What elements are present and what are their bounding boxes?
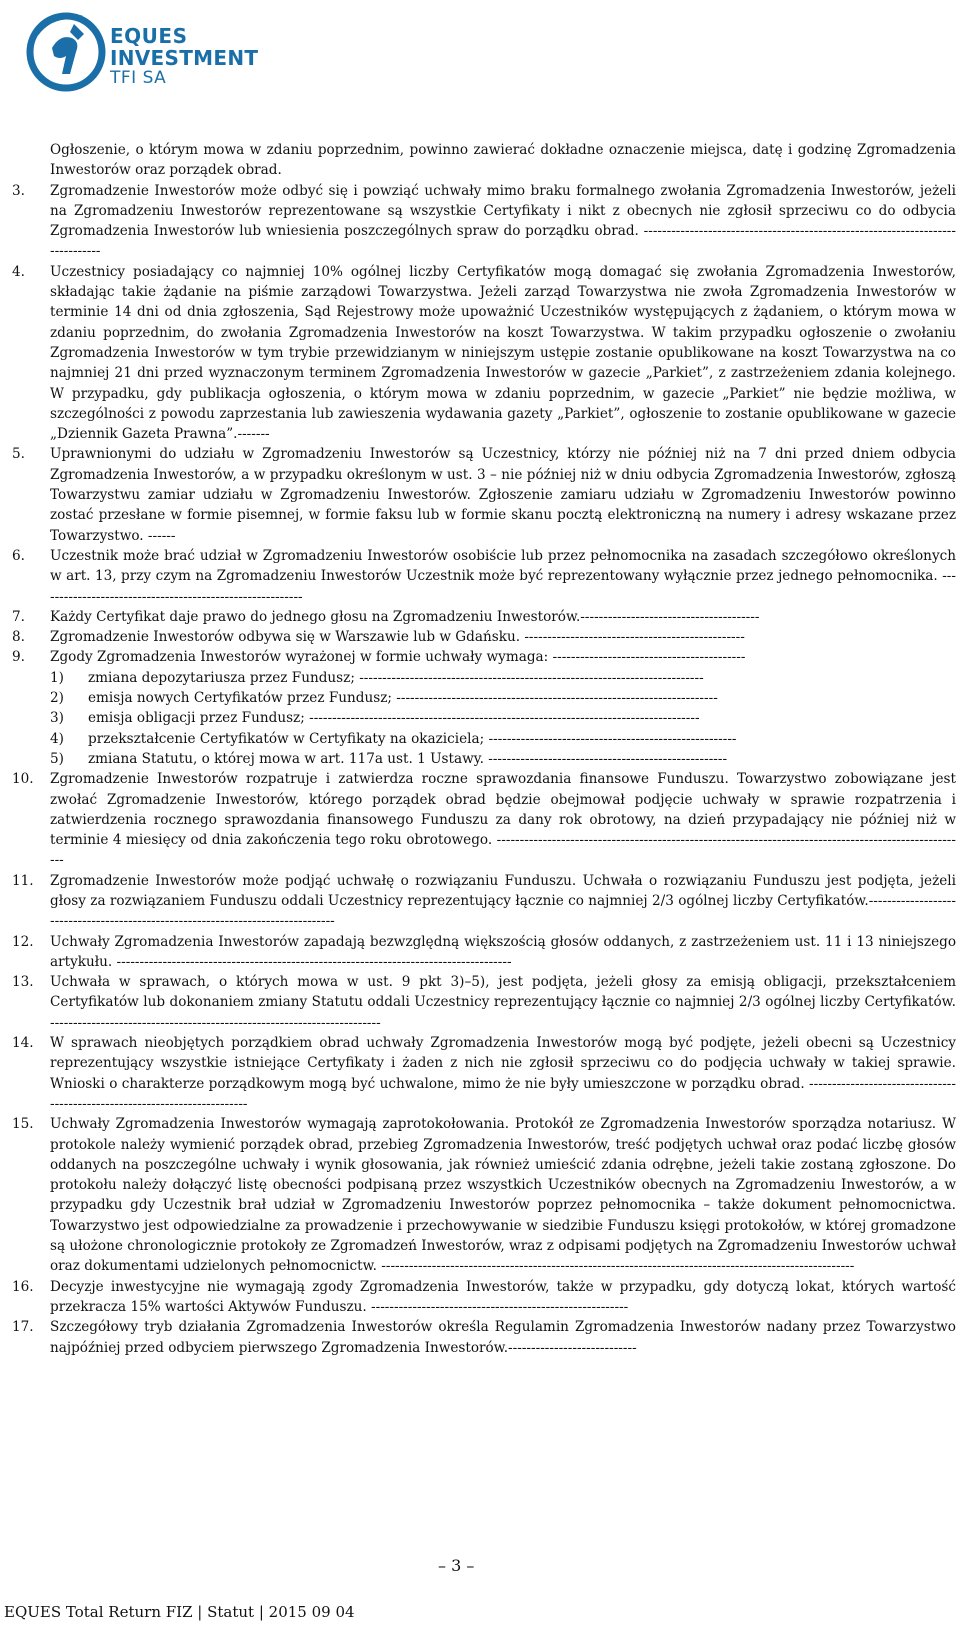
item-text: Zgromadzenie Inwestorów rozpatruje i zatwierdza roczne sprawozdania finansowe Funduszu. Towarzystwo zobowiązane jest zwołać Zgromadzenie Inwestorów, którego porządek obrad będzie obejmował podjęcie uchwały w sprawie rozpatrzenia i zatwierdzenia rocznego sprawozdania finansowego Funduszu za dany rok obrotowy, na dzień przypadający nie później niż w terminie 4 miesięcy od dnia zakończenia tego roku obrotowego. ------------------------------------------------------------------------------------------------------- <box>50 771 956 869</box>
item-text: Każdy Certyfikat daje prawo do jednego głosu na Zgromadzeniu Inwestorów.--------------------------------------- <box>50 608 760 625</box>
logo-line-1: EQUES <box>110 24 188 48</box>
item-number: 12. <box>12 933 34 950</box>
list-item <box>12 871 956 932</box>
item-number: 14. <box>12 1035 34 1052</box>
item-text: Zgody Zgromadzenia Inwestorów wyrażonej w formie uchwały wymaga: ------------------------------------------ <box>50 649 746 666</box>
item-text: Zgromadzenie Inwestorów może odbyć się i powziąć uchwały mimo braku formalnego zwołania Zgromadzenia Inwestorów, jeżeli na Zgromadzeniu Inwestorów reprezentowane są wszystkie Certyfikaty i nikt z obecnych nie zgłosił sprzeciwu co do odbycia Zgromadzenia Inwestorów lub wniesienia poszczególnych spraw do porządku obrad. ------------------------------------------------------------------------------- <box>50 182 956 260</box>
sub-item-number: 2) <box>50 690 64 707</box>
page-footer: EQUES Total Return FIZ | Statut | 2015 09 04 <box>4 1603 355 1621</box>
sub-item-number: 5) <box>50 750 64 767</box>
list-item <box>12 1114 956 1276</box>
list-item <box>12 647 956 667</box>
item-text: Zgromadzenie Inwestorów odbywa się w Warszawie lub w Gdańsku. ------------------------------------------------ <box>50 629 745 646</box>
sub-list-item <box>12 749 956 769</box>
item-text: Uczestnicy posiadający co najmniej 10% ogólnej liczby Certyfikatów mogą domagać się zwołania Zgromadzenia Inwestorów, składając takie żądanie na piśmie zarządowi Towarzystwa. Jeżeli zarząd Towarzystwa nie zwoła Zgromadzenia Inwestorów w terminie 14 dni od dnia zgłoszenia, Sąd Rejestrowy może upoważnić Uczestników występujących z żądaniem, o którym mowa w zdaniu poprzednim, do zwołania Zgromadzenia Inwestorów na koszt Towarzystwa. W takim przypadku ogłoszenie o zwołaniu Zgromadzenia Inwestorów w tym trybie przewidzianym w niniejszym ustępie zostanie opublikowane na koszt Towarzystwa na co najmniej 21 dni przed wyznaczonym terminem Zgromadzenia Inwestorów w gazecie „Parkiet”, z zastrzeżeniem zdania kolejnego. W przypadku, gdy publikacja ogłoszenia, o którym mowa w zdaniu poprzednim, w gazecie „Parkiet” nie będzie możliwa, w szczególności z powodu zaprzestania lub zawieszenia wydawania gazety „Parkiet”, ogłoszenie to zostanie opublikowane w gazecie „Dziennik Gazeta Prawna”.------- <box>50 263 956 443</box>
list-item <box>12 607 956 627</box>
list-item <box>12 444 956 545</box>
sub-list-item <box>12 708 956 728</box>
item-text: Decyzje inwestycyjne nie wymagają zgody Zgromadzenia Inwestorów, także w przypadku, gdy dotyczą lokat, których wartość przekracza 15% wartości Aktywów Funduszu. -------------------------------------------------------- <box>50 1278 956 1315</box>
sub-item-text: zmiana Statutu, o której mowa w art. 117a ust. 1 Ustawy. ---------------------------------------------------- <box>88 750 728 767</box>
sub-item-text: zmiana depozytariusza przez Fundusz; --------------------------------------------------------------------------- <box>88 669 704 686</box>
list-item <box>12 181 956 262</box>
item-number: 7. <box>12 608 25 625</box>
sub-list-item <box>12 729 956 749</box>
list-item <box>12 932 956 973</box>
item-number: 6. <box>12 547 25 564</box>
item-number: 3. <box>12 182 25 199</box>
list-item <box>12 972 956 1033</box>
page-number: – 3 – <box>438 1556 475 1575</box>
item-number: 13. <box>12 974 34 991</box>
sub-list-item <box>12 668 956 688</box>
item-number: 4. <box>12 263 25 280</box>
intro-text: Ogłoszenie, o którym mowa w zdaniu poprzednim, powinno zawierać dokładne oznaczenie miejsca, datę i godzinę Zgromadzenia Inwestorów oraz porządek obrad. <box>50 142 956 179</box>
item-number: 8. <box>12 629 25 646</box>
list-item <box>12 627 956 647</box>
item-number: 9. <box>12 649 25 666</box>
item-number: 5. <box>12 446 25 463</box>
sub-item-text: emisja obligacji przez Fundusz; ------------------------------------------------------------------------------------- <box>88 710 700 727</box>
item-text: Uczestnik może brać udział w Zgromadzeniu Inwestorów osobiście lub przez pełnomocnika na zasadach szczegółowo określonych w art. 13, przy czym na Zgromadzeniu Inwestorów Uczestnik może być reprezentowany wyłącznie przez jednego pełnomocnika. ---------------------------------------------------------- <box>50 547 956 605</box>
list-item <box>12 1317 956 1358</box>
item-number: 10. <box>12 771 34 788</box>
logo-line-2: INVESTMENT <box>110 46 259 70</box>
item-number: 17. <box>12 1319 34 1336</box>
logo-line-3: TFI SA <box>110 68 167 88</box>
item-text: Uchwały Zgromadzenia Inwestorów wymagają zaprotokołowania. Protokół ze Zgromadzenia Inwestorów sporządza notariusz. W protokole należy wymienić porządek obrad, przebieg Zgromadzenia Inwestorów, treść podjętych uchwał oraz podać liczbę głosów oddanych na poszczególne uchwały i wynik głosowania, jak również umieścić zdania odrębne, jeżeli takie zostaną zgłoszone. Do protokołu należy dołączyć listę obecności podpisaną przez wszystkich Uczestników obecnych na Zgromadzeniu Inwestorów, a w przypadku gdy Uczestnik brał udział w Zgromadzeniu Inwestorów poprzez pełnomocnika – także dokument pełnomocnictwa. Towarzystwo jest odpowiedzialne za prowadzenie i przechowywanie w siedzibie Funduszu księgi protokołów, w której gromadzone są ułożone chronologicznie protokoły ze Zgromadzeń Inwestorów, wraz z odpisami podjętych na Zgromadzeniu Inwestorów uchwał oraz dokumentami udzielonych pełnomocnictw. ------------------------------------------------------------------------------------------------------- <box>50 1116 956 1275</box>
item-number: 11. <box>12 872 34 889</box>
list-item <box>12 769 956 870</box>
sub-item-number: 1) <box>50 669 64 686</box>
sub-item-text: emisja nowych Certyfikatów przez Fundusz; ---------------------------------------------------------------------- <box>88 690 718 707</box>
list-item <box>12 546 956 607</box>
item-text: Zgromadzenie Inwestorów może podjąć uchwałę o rozwiązaniu Funduszu. Uchwała o rozwiązaniu Funduszu jest podjęta, jeżeli głosy za rozwiązaniem Funduszu oddali Uczestnicy reprezentujący łącznie co najmniej 2/3 ogólnej liczby Certyfikatów.--------------------------------------------------------------------------------- <box>50 872 956 930</box>
sub-item-text: przekształcenie Certyfikatów w Certyfikaty na okaziciela; ------------------------------------------------------ <box>88 730 737 747</box>
list-item <box>12 262 956 445</box>
list-item <box>12 1033 956 1114</box>
item-number: 16. <box>12 1278 34 1295</box>
item-text: W sprawach nieobjętych porządkiem obrad uchwały Zgromadzenia Inwestorów mogą być podjęte, jeżeli obecni są Uczestnicy reprezentujący wszystkie istniejące Certyfikaty i żaden z nich nie zgłosił sprzeciwu co do podjęcia uchwały w takiej sprawie. Wnioski o charakterze porządkowym mogą być uchwalone, mimo że nie były umieszczone w porządku obrad. --------------------------------------------------------------------------- <box>50 1035 956 1112</box>
item-text: Szczegółowy tryb działania Zgromadzenia Inwestorów określa Regulamin Zgromadzenia Inwestorów nadany przez Towarzystwo najpóźniej przed odbyciem pierwszego Zgromadzenia Inwestorów.---------------------------- <box>50 1319 956 1356</box>
item-text: Uprawnionymi do udziału w Zgromadzeniu Inwestorów są Uczestnicy, którzy nie później niż na 7 dni przed dniem odbycia Zgromadzenia Inwestorów, a w przypadku określonym w ust. 3 – nie później niż w dniu odbycia Zgromadzenia Inwestorów, zgłoszą Towarzystwu zamiar udziału w Zgromadzeniu Inwestorów. Zgłoszenie zamiaru udziału w Zgromadzeniu Inwestorów powinno zostać przesłane w formie pisemnej, w formie faksu lub w formie skanu pocztą elektroniczną na numery i adresy wskazane przez Towarzystwo. ------ <box>50 446 956 544</box>
sub-item-number: 4) <box>50 730 64 747</box>
document-body <box>12 140 956 1358</box>
item-number: 15. <box>12 1116 34 1133</box>
item-text: Uchwała w sprawach, o których mowa w ust. 9 pkt 3)–5), jest podjęta, jeżeli głosy za emisją obligacji, przekształceniem Certyfikatów lub dokonaniem zmiany Statutu oddali Uczestnicy reprezentujący łącznie co najmniej 2/3 ogólnej liczby Certyfikatów. ------------------------------------------------------------------------ <box>50 974 956 1031</box>
sub-item-number: 3) <box>50 710 64 727</box>
list-item <box>12 1277 956 1318</box>
sub-list-item <box>12 688 956 708</box>
item-text: Uchwały Zgromadzenia Inwestorów zapadają bezwzględną większością głosów oddanych, z zastrzeżeniem ust. 11 i 13 niniejszego artykułu. -------------------------------------------------------------------------------------- <box>50 933 956 970</box>
logo-emblem-icon <box>22 4 112 100</box>
intro-paragraph <box>12 140 956 181</box>
logo-wordmark <box>110 26 258 87</box>
company-logo <box>22 4 282 100</box>
